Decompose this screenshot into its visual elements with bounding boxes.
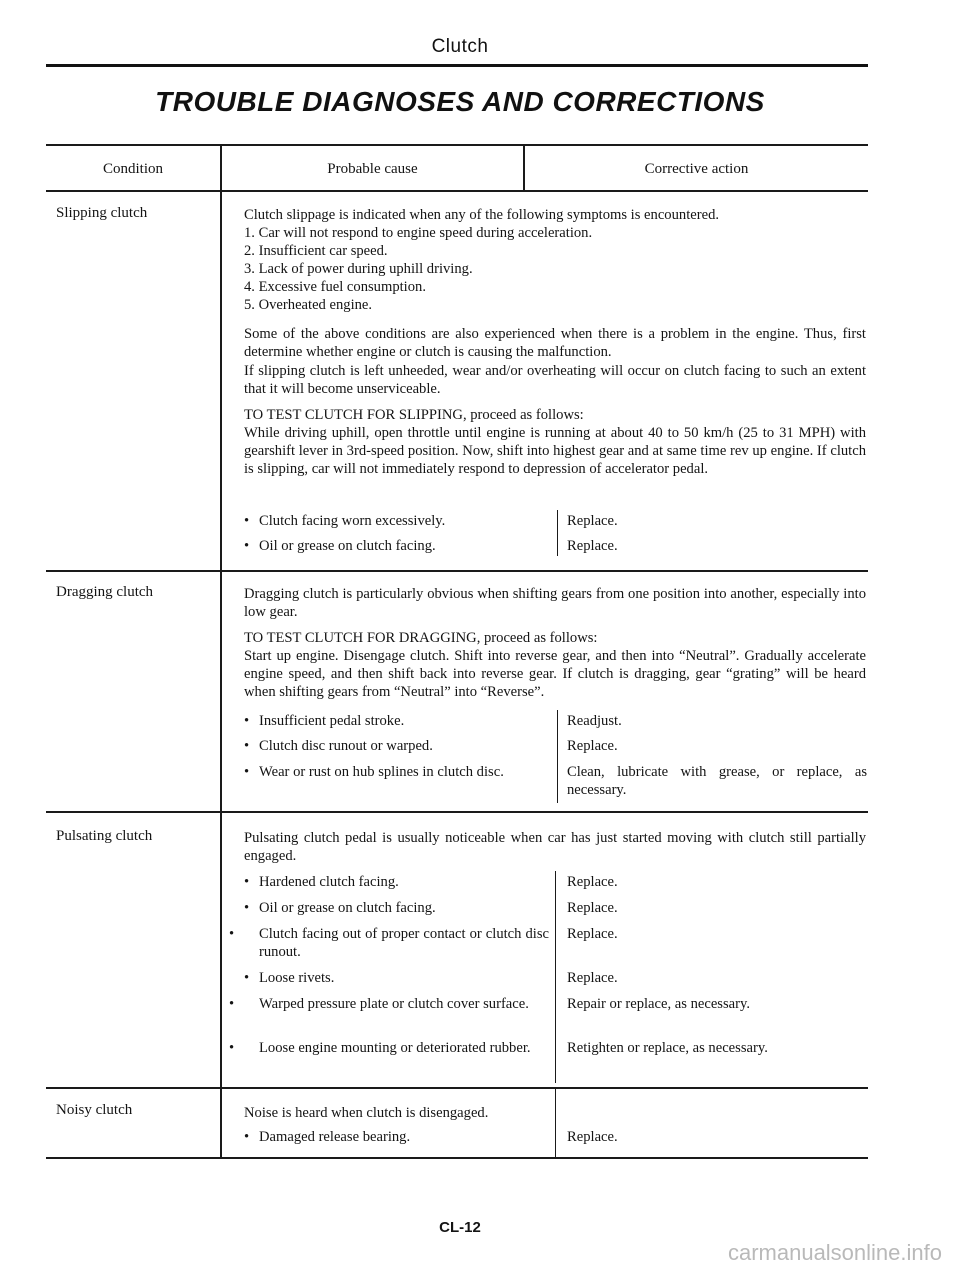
slipping-test-body: While driving uphill, open throttle until engine is running at about 40 to 50 km/h (25 to 31 MPH) with gearshift lever in 3rd-speed position. Now, shift into highest gear and at same time rev up engine. If clutch is slipping, car will not immediately respond to depression of accelerator pedal. — [244, 425, 866, 477]
row-divider-pulsating — [46, 1087, 868, 1089]
action-item: Clean, lubricate with grease, or replace, as necessary. — [567, 764, 867, 798]
dragging-test-body: Start up engine. Disengage clutch. Shift into reverse gear, and then into “Neutral”. Gradually accelerate engine speed, and then shift back into reverse gear. If clutch is dragging, gear “grating” will be heard when shifting gears from “Neutral” into “Reverse”. — [244, 648, 866, 700]
bullet-icon: • — [229, 1040, 235, 1056]
action-item: Replace. — [567, 513, 618, 529]
slipping-symptom: 5. Overheated engine. — [244, 297, 373, 313]
cause-item: • Oil or grease on clutch facing. — [244, 538, 436, 554]
bullet-icon: • — [244, 1129, 250, 1145]
action-item: Readjust. — [567, 713, 622, 729]
header-corrective-action: Corrective action — [644, 161, 749, 177]
bullet-icon: • — [244, 513, 250, 529]
action-item: Replace. — [567, 926, 618, 942]
bullet-icon: • — [244, 538, 250, 554]
cause-item: • Hardened clutch facing. — [244, 874, 399, 890]
action-item: Replace. — [567, 874, 618, 890]
action-item: Replace. — [567, 738, 618, 754]
slipping-note-unheeded: If slipping clutch is left unheeded, wear and/or overheating will occur on clutch facing to such an extent that it will become unserviceable. — [244, 363, 866, 397]
condition-pulsating: Pulsating clutch — [56, 828, 153, 844]
dragging-test-heading: TO TEST CLUTCH FOR DRAGGING, proceed as follows: — [244, 630, 598, 646]
action-divider — [557, 510, 558, 556]
bullet-icon: • — [244, 738, 250, 754]
bullet-icon: • — [244, 713, 250, 729]
bullet-icon: • — [229, 926, 235, 942]
watermark: carmanualsonline.info — [727, 1240, 942, 1265]
condition-slipping: Slipping clutch — [56, 205, 148, 221]
header-condition: Condition — [102, 161, 163, 177]
table-top-rule — [46, 144, 868, 146]
cause-item: • Warped pressure plate or clutch cover surface. — [229, 996, 529, 1012]
row-divider-slipping — [46, 570, 868, 572]
action-item: Retighten or replace, as necessary. — [567, 1040, 768, 1056]
section-title: Clutch — [431, 36, 489, 57]
bullet-icon: • — [244, 900, 250, 916]
slipping-test-heading: TO TEST CLUTCH FOR SLIPPING, proceed as follows: — [244, 407, 584, 423]
bullet-icon: • — [244, 970, 250, 986]
cause-item: • Clutch disc runout or warped. — [244, 738, 433, 754]
table-bottom-rule — [46, 1157, 868, 1159]
slipping-symptom: 4. Excessive fuel consumption. — [244, 279, 426, 295]
noisy-intro: Noise is heard when clutch is disengaged. — [244, 1105, 489, 1121]
cause-item: • Wear or rust on hub splines in clutch disc. — [244, 764, 504, 780]
dragging-intro: Dragging clutch is particularly obvious when shifting gears from one position into another, especially into low gear. — [244, 586, 866, 620]
cause-item: • Insufficient pedal stroke. — [244, 713, 405, 729]
cause-item: • Damaged release bearing. — [244, 1129, 411, 1145]
action-divider — [555, 871, 556, 1083]
page-number: CL-12 — [439, 1219, 481, 1236]
header-rule — [46, 64, 868, 67]
header-probable-cause: Probable cause — [327, 161, 418, 177]
slipping-note-engine: Some of the above conditions are also experienced when there is a problem in the engine. Thus, first determine whether engine or clutch is causing the malfunction. — [244, 326, 866, 360]
bullet-icon: • — [229, 996, 235, 1012]
cause-item: • Loose engine mounting or deteriorated rubber. — [229, 1040, 531, 1056]
action-divider — [555, 1089, 556, 1157]
column-divider — [220, 144, 222, 1159]
action-item: Replace. — [567, 538, 618, 554]
slipping-symptom: 3. Lack of power during uphill driving. — [244, 261, 473, 277]
header-bottom-rule — [46, 190, 868, 192]
slipping-symptom: 2. Insufficient car speed. — [244, 243, 388, 259]
row-divider-dragging — [46, 811, 868, 813]
bullet-icon: • — [244, 874, 250, 890]
slipping-intro: Clutch slippage is indicated when any of the following symptoms is encountered. — [244, 207, 720, 223]
action-item: Repair or replace, as necessary. — [567, 996, 750, 1012]
pulsating-intro: Pulsating clutch pedal is usually noticeable when car has just started moving with clutch still partially engaged. — [244, 830, 866, 864]
cause-item: • Clutch facing worn excessively. — [244, 513, 446, 529]
condition-dragging: Dragging clutch — [56, 584, 154, 600]
cause-item: • Oil or grease on clutch facing. — [244, 900, 436, 916]
action-item: Replace. — [567, 1129, 618, 1145]
action-item: Replace. — [567, 970, 618, 986]
action-item: Replace. — [567, 900, 618, 916]
bullet-icon: • — [244, 764, 250, 780]
action-divider — [557, 710, 558, 803]
cause-item: • Clutch facing out of proper contact or clutch disc runout. — [229, 926, 549, 960]
cause-item: • Loose rivets. — [244, 970, 335, 986]
page-title: TROUBLE DIAGNOSES AND CORRECTIONS — [155, 86, 765, 117]
slipping-symptom: 1. Car will not respond to engine speed during acceleration. — [244, 225, 593, 241]
condition-noisy: Noisy clutch — [56, 1102, 133, 1118]
